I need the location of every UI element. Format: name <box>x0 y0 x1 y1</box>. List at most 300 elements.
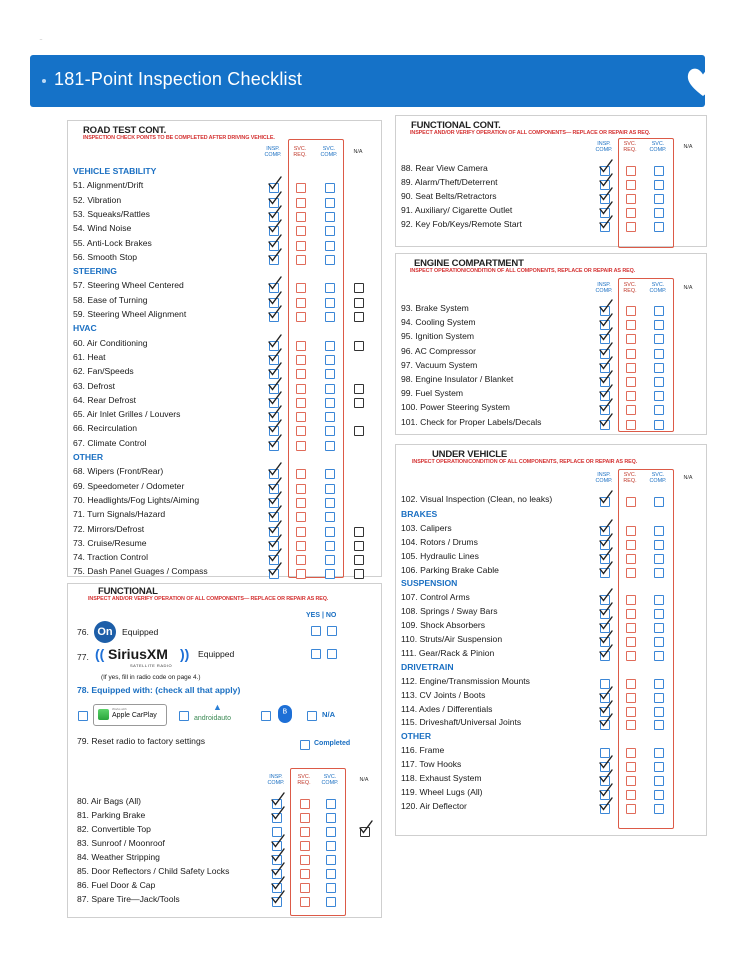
checklist-item-label: 120. Air Deflector <box>401 800 467 811</box>
checklist-item-label: 81. Parking Brake <box>77 810 146 820</box>
checkmark-icon <box>599 343 613 357</box>
item-76-text: Equipped <box>122 627 159 637</box>
svc-comp-checkbox[interactable] <box>325 226 335 236</box>
svc-req-checkbox[interactable] <box>626 707 636 717</box>
svc-comp-checkbox[interactable] <box>654 208 664 218</box>
apple-carplay-badge <box>93 704 167 726</box>
section-subtitle: INSPECT OPERATION/CONDITION OF ALL COMPONENTS, REPLACE OR REPAIR AS REQ. <box>412 459 638 465</box>
siriusxm-left-waves: (( <box>95 646 105 662</box>
col-header-line: SVC. <box>651 141 665 147</box>
svc-req-checkbox[interactable] <box>626 334 636 344</box>
col-header-line: COMP. <box>595 288 613 294</box>
svc-comp-checkbox[interactable] <box>325 255 335 265</box>
svc-req-checkbox[interactable] <box>626 554 636 564</box>
col-header-na: N/A <box>353 149 363 155</box>
col-header-svc-req <box>290 146 310 158</box>
svc-comp-checkbox[interactable] <box>654 776 664 786</box>
svc-req-checkbox[interactable] <box>626 720 636 730</box>
siriusxm-no-checkbox[interactable] <box>327 649 337 659</box>
functional-section <box>67 583 382 918</box>
svc-req-checkbox[interactable] <box>296 183 306 193</box>
svc-comp-checkbox[interactable] <box>654 405 664 415</box>
checklist-item-label: 105. Hydraulic Lines <box>401 550 479 561</box>
na-checkbox[interactable] <box>354 541 364 551</box>
svc-req-checkbox[interactable] <box>300 883 310 893</box>
carplay-checkbox[interactable] <box>78 711 88 721</box>
svc-req-checkbox[interactable] <box>626 306 636 316</box>
checklist-item-label: 55. Anti-Lock Brakes <box>73 237 152 248</box>
svc-comp-checkbox[interactable] <box>325 384 335 394</box>
checklist-item-label: 107. Control Arms <box>401 592 470 603</box>
road-test-section <box>67 120 382 577</box>
siriusxm-yes-checkbox[interactable] <box>311 649 321 659</box>
col-header-na: N/A <box>683 285 693 291</box>
svc-req-checkbox[interactable] <box>296 312 306 322</box>
checkmark-icon <box>599 328 613 342</box>
svc-comp-checkbox[interactable] <box>654 651 664 661</box>
svc-comp-checkbox[interactable] <box>326 799 336 809</box>
svc-comp-checkbox[interactable] <box>654 554 664 564</box>
checkmark-icon <box>268 420 282 434</box>
radio-code-note: (If yes, fill in radio code on page 4.) <box>101 674 201 681</box>
checklist-item-label: 91. Auxiliary/ Cigarette Outlet <box>401 205 513 215</box>
svc-comp-checkbox[interactable] <box>654 334 664 344</box>
checkmark-icon <box>599 160 613 174</box>
svc-comp-checkbox[interactable] <box>654 420 664 430</box>
checklist-item-label: 64. Rear Defrost <box>73 394 137 405</box>
checklist-item-label: 72. Mirrors/Defrost <box>73 523 145 534</box>
functional-cont-section <box>395 115 707 247</box>
svc-req-checkbox[interactable] <box>300 827 310 837</box>
svc-req-checkbox[interactable] <box>626 349 636 359</box>
checkmark-icon <box>268 463 282 477</box>
checkmark-icon <box>599 714 613 728</box>
svc-comp-checkbox[interactable] <box>326 841 336 851</box>
svc-req-checkbox[interactable] <box>300 869 310 879</box>
svc-req-checkbox[interactable] <box>300 813 310 823</box>
svc-comp-checkbox[interactable] <box>654 377 664 387</box>
svc-comp-checkbox[interactable] <box>654 391 664 401</box>
svc-req-checkbox[interactable] <box>296 369 306 379</box>
android-auto-text: androidauto <box>194 715 231 722</box>
svc-req-checkbox[interactable] <box>626 651 636 661</box>
svc-req-checkbox[interactable] <box>626 609 636 619</box>
checkmark-icon <box>271 877 285 891</box>
svc-req-checkbox[interactable] <box>296 484 306 494</box>
svc-req-checkbox[interactable] <box>626 166 636 176</box>
checkmark-icon <box>268 206 282 220</box>
svc-req-checkbox[interactable] <box>626 180 636 190</box>
svc-comp-checkbox[interactable] <box>654 720 664 730</box>
checkmark-icon <box>268 563 282 577</box>
col-header-line: COMP. <box>649 288 667 294</box>
svc-comp-checkbox[interactable] <box>325 341 335 351</box>
na-checkbox[interactable] <box>354 398 364 408</box>
checklist-item-label: 68. Wipers (Front/Rear) <box>73 466 164 477</box>
svc-req-checkbox[interactable] <box>626 405 636 415</box>
checklist-item-label: 93. Brake System <box>401 303 469 313</box>
na-checkbox[interactable] <box>354 555 364 565</box>
onstar-logo: On <box>94 621 116 643</box>
svc-comp-checkbox[interactable] <box>326 827 336 837</box>
svc-comp-checkbox[interactable] <box>325 555 335 565</box>
na-label: N/A <box>322 710 336 719</box>
col-header-line: SVC. <box>293 146 307 152</box>
checkmark-icon <box>599 491 613 505</box>
category-heading: HVAC <box>73 323 97 334</box>
svc-comp-checkbox[interactable] <box>325 426 335 436</box>
svc-comp-checkbox[interactable] <box>654 804 664 814</box>
svc-comp-checkbox[interactable] <box>325 527 335 537</box>
svc-comp-checkbox[interactable] <box>326 813 336 823</box>
checkmark-icon <box>271 891 285 905</box>
checkmark-icon <box>599 631 613 645</box>
android-auto-checkbox[interactable] <box>179 711 189 721</box>
col-header-line: REQ. <box>623 478 637 484</box>
svc-req-checkbox[interactable] <box>300 799 310 809</box>
svc-comp-checkbox[interactable] <box>325 241 335 251</box>
svc-req-checkbox[interactable] <box>296 255 306 265</box>
svc-req-checkbox[interactable] <box>296 355 306 365</box>
page-title: 181-Point Inspection Checklist <box>54 69 303 89</box>
bluetooth-checkbox[interactable] <box>261 711 271 721</box>
svc-comp-checkbox[interactable] <box>325 298 335 308</box>
col-header-line: COMP. <box>595 478 613 484</box>
svc-comp-checkbox[interactable] <box>326 869 336 879</box>
checkmark-icon <box>599 701 613 715</box>
checkmark-icon <box>268 306 282 320</box>
svc-req-checkbox[interactable] <box>626 526 636 536</box>
svc-req-checkbox[interactable] <box>626 208 636 218</box>
checkmark-icon <box>359 821 373 835</box>
checkmark-icon <box>268 220 282 234</box>
checklist-item-label: 57. Steering Wheel Centered <box>73 280 184 291</box>
onstar-yes-checkbox[interactable] <box>311 626 321 636</box>
col-header-line: SVC. <box>651 472 665 478</box>
checkmark-icon <box>599 770 613 784</box>
checklist-item-label: 53. Squeaks/Rattles <box>73 208 150 219</box>
svc-comp-checkbox[interactable] <box>654 166 664 176</box>
svc-comp-checkbox[interactable] <box>654 526 664 536</box>
category-heading: DRIVETRAIN <box>401 661 454 672</box>
checklist-item-label: 109. Shock Absorbers <box>401 620 486 631</box>
svc-req-checkbox[interactable] <box>300 897 310 907</box>
svc-comp-checkbox[interactable] <box>654 748 664 758</box>
col-header-line: INSP. <box>597 141 611 147</box>
svc-req-checkbox[interactable] <box>296 398 306 408</box>
col-header-insp-comp <box>263 146 283 158</box>
svc-req-checkbox[interactable] <box>626 762 636 772</box>
svc-comp-checkbox[interactable] <box>325 469 335 479</box>
section-title: UNDER VEHICLE <box>432 449 507 460</box>
svc-req-checkbox[interactable] <box>626 363 636 373</box>
col-header-line: COMP. <box>264 152 282 158</box>
svc-comp-checkbox[interactable] <box>654 180 664 190</box>
svc-comp-checkbox[interactable] <box>654 497 664 507</box>
svc-req-checkbox[interactable] <box>626 377 636 387</box>
checkmark-icon <box>268 192 282 206</box>
col-header-line: REQ. <box>293 152 307 158</box>
col-header-na: N/A <box>359 777 369 783</box>
na-checkbox[interactable] <box>354 312 364 322</box>
checklist-item-label: 102. Visual Inspection (Clean, no leaks) <box>401 494 553 504</box>
checklist-item-label: 75. Dash Panel Guages / Compass <box>73 566 208 577</box>
checkmark-icon <box>268 492 282 506</box>
svc-req-checkbox[interactable] <box>626 497 636 507</box>
svc-comp-checkbox[interactable] <box>654 609 664 619</box>
svc-req-checkbox[interactable] <box>296 198 306 208</box>
svc-comp-checkbox[interactable] <box>654 320 664 330</box>
svc-comp-checkbox[interactable] <box>654 679 664 689</box>
checklist-item-label: 63. Defrost <box>73 380 116 391</box>
col-header-line: SVC. <box>323 774 337 780</box>
svc-req-checkbox[interactable] <box>296 341 306 351</box>
svc-comp-checkbox[interactable] <box>654 762 664 772</box>
svc-req-checkbox[interactable] <box>296 498 306 508</box>
checkmark-icon <box>599 589 613 603</box>
onstar-no-checkbox[interactable] <box>327 626 337 636</box>
col-header-line: REQ. <box>623 288 637 294</box>
svc-columns-frame <box>290 768 346 916</box>
col-header-na: N/A <box>683 475 693 481</box>
checklist-item-label: 80. Air Bags (All) <box>77 796 141 806</box>
section-subtitle: INSPECTION CHECK POINTS TO BE COMPLETED AFTER DRIVING VEHICLE. <box>83 135 275 141</box>
checkmark-icon <box>599 216 613 230</box>
checklist-item-label: 99. Fuel System <box>401 388 464 399</box>
svc-req-checkbox[interactable] <box>626 679 636 689</box>
checkmark-icon <box>271 807 285 821</box>
col-header-line: INSP. <box>269 774 283 780</box>
checkmark-icon <box>271 835 285 849</box>
svc-comp-checkbox[interactable] <box>654 568 664 578</box>
svc-comp-checkbox[interactable] <box>325 212 335 222</box>
category-heading: BRAKES <box>401 508 438 519</box>
svc-comp-checkbox[interactable] <box>325 355 335 365</box>
checklist-item-label: 92. Key Fob/Keys/Remote Start <box>401 219 522 229</box>
col-header-svc-req <box>620 282 640 294</box>
checklist-item-label: 95. Ignition System <box>401 331 475 342</box>
checklist-item-label: 110. Struts/Air Suspension <box>401 634 503 644</box>
svc-comp-checkbox[interactable] <box>654 707 664 717</box>
svc-req-checkbox[interactable] <box>300 855 310 865</box>
checklist-item-label: 62. Fan/Speeds <box>73 366 134 377</box>
checkmark-icon <box>599 617 613 631</box>
reset-radio-checkbox[interactable] <box>300 740 310 750</box>
svc-comp-checkbox[interactable] <box>654 623 664 633</box>
carplay-icon <box>98 709 109 720</box>
category-heading: OTHER <box>73 452 104 462</box>
checklist-item-label: 86. Fuel Door & Cap <box>77 880 156 890</box>
checklist-item-label: 54. Wind Noise <box>73 223 132 234</box>
checklist-item-label: 60. Air Conditioning <box>73 337 148 348</box>
checkmark-icon <box>268 378 282 392</box>
svc-comp-checkbox[interactable] <box>325 369 335 379</box>
svc-comp-checkbox[interactable] <box>325 484 335 494</box>
checklist-item-label: 56. Smooth Stop <box>73 251 138 262</box>
category-heading: STEERING <box>73 266 117 277</box>
svc-req-checkbox[interactable] <box>626 623 636 633</box>
svc-req-checkbox[interactable] <box>626 776 636 786</box>
svc-req-checkbox[interactable] <box>296 226 306 236</box>
section-subtitle: INSPECT AND/OR VERIFY OPERATION OF ALL COMPONENTS— REPLACE OR REPAIR AS REQ. <box>410 130 651 136</box>
svc-comp-checkbox[interactable] <box>654 637 664 647</box>
svc-req-checkbox[interactable] <box>626 595 636 605</box>
svc-req-checkbox[interactable] <box>300 841 310 851</box>
svc-comp-checkbox[interactable] <box>326 855 336 865</box>
checklist-item-label: 83. Sunroof / Moonroof <box>77 838 165 848</box>
svc-comp-checkbox[interactable] <box>325 198 335 208</box>
item-78-label: 78. Equipped with: (check all that apply) <box>77 685 241 695</box>
svc-comp-checkbox[interactable] <box>654 790 664 800</box>
section-subtitle: INSPECT AND/OR VERIFY OPERATION OF ALL COMPONENTS— REPLACE OR REPAIR AS REQ. <box>88 596 329 602</box>
svc-req-checkbox[interactable] <box>296 241 306 251</box>
svc-req-checkbox[interactable] <box>296 527 306 537</box>
svc-req-checkbox[interactable] <box>296 555 306 565</box>
checkmark-icon <box>268 292 282 306</box>
checkmark-icon <box>268 392 282 406</box>
svc-req-checkbox[interactable] <box>296 426 306 436</box>
svc-comp-checkbox[interactable] <box>326 897 336 907</box>
svc-comp-checkbox[interactable] <box>654 194 664 204</box>
svc-req-checkbox[interactable] <box>626 391 636 401</box>
section-title: ENGINE COMPARTMENT <box>414 258 524 269</box>
checkmark-icon <box>268 521 282 535</box>
checklist-item-label: 74. Traction Control <box>73 552 148 563</box>
svc-req-checkbox[interactable] <box>626 748 636 758</box>
checkmark-icon <box>599 414 613 428</box>
scan-mark: ‾ <box>40 40 42 46</box>
na-checkbox[interactable] <box>354 384 364 394</box>
checkmark-icon <box>268 406 282 420</box>
checklist-item-label: 89. Alarm/Theft/Deterrent <box>401 177 498 187</box>
svc-comp-checkbox[interactable] <box>325 541 335 551</box>
svc-req-checkbox[interactable] <box>296 512 306 522</box>
na-checkbox[interactable] <box>354 283 364 293</box>
svc-req-checkbox[interactable] <box>626 790 636 800</box>
svc-comp-checkbox[interactable] <box>325 569 335 579</box>
col-header-line: INSP. <box>597 472 611 478</box>
section-subtitle: INSPECT OPERATION/CONDITION OF ALL COMPONENTS, REPLACE OR REPAIR AS REQ. <box>410 268 636 274</box>
svc-req-checkbox[interactable] <box>626 320 636 330</box>
carplay-text: Apple CarPlay <box>112 712 157 719</box>
svc-comp-checkbox[interactable] <box>325 412 335 422</box>
col-header-line: SVC. <box>623 141 637 147</box>
col-header-svc-comp <box>319 146 339 158</box>
svc-comp-checkbox[interactable] <box>325 498 335 508</box>
item-79-label: 79. Reset radio to factory settings <box>77 736 206 746</box>
svc-req-checkbox[interactable] <box>626 693 636 703</box>
svc-comp-checkbox[interactable] <box>654 595 664 605</box>
svc-comp-checkbox[interactable] <box>325 183 335 193</box>
col-header-insp-comp <box>266 774 286 786</box>
svc-req-checkbox[interactable] <box>626 194 636 204</box>
checkmark-icon <box>599 202 613 216</box>
svc-comp-checkbox[interactable] <box>654 363 664 373</box>
carplay-small-text: Works with <box>112 707 127 711</box>
col-header-insp-comp <box>594 282 614 294</box>
col-header-line: REQ. <box>297 780 311 786</box>
col-header-line: SVC. <box>651 282 665 288</box>
na-checkbox[interactable] <box>354 426 364 436</box>
svc-req-checkbox[interactable] <box>296 283 306 293</box>
checklist-item-label: 108. Springs / Sway Bars <box>401 606 498 617</box>
na-checkbox[interactable] <box>354 298 364 308</box>
na-checkbox[interactable] <box>354 527 364 537</box>
checklist-item-label: 101. Check for Proper Labels/Decals <box>401 416 542 427</box>
col-header-line: COMP. <box>321 780 339 786</box>
svc-req-checkbox[interactable] <box>626 222 636 232</box>
na-checkbox[interactable] <box>354 569 364 579</box>
svc-comp-checkbox[interactable] <box>326 883 336 893</box>
checklist-item-label: 103. Calipers <box>401 522 452 533</box>
svc-comp-checkbox[interactable] <box>654 540 664 550</box>
checklist-item-label: 85. Door Reflectors / Child Safety Locks <box>77 866 230 876</box>
checklist-item-label: 100. Power Steering System <box>401 402 510 413</box>
svc-comp-checkbox[interactable] <box>654 222 664 232</box>
checkmark-icon <box>268 235 282 249</box>
checkmark-icon <box>599 603 613 617</box>
checklist-item-label: 116. Frame <box>401 745 445 756</box>
svc-req-checkbox[interactable] <box>296 441 306 451</box>
svc-req-checkbox[interactable] <box>626 804 636 814</box>
svc-columns-frame <box>618 469 674 829</box>
svc-req-checkbox[interactable] <box>296 298 306 308</box>
svc-comp-checkbox[interactable] <box>325 312 335 322</box>
svc-req-checkbox[interactable] <box>626 420 636 430</box>
checkmark-icon <box>599 534 613 548</box>
svc-req-checkbox[interactable] <box>626 568 636 578</box>
col-header-line: SVC. <box>297 774 311 780</box>
checklist-item-label: 90. Seat Belts/Retractors <box>401 191 497 201</box>
col-header-svc-comp <box>648 472 668 484</box>
svc-req-checkbox[interactable] <box>296 384 306 394</box>
svc-req-checkbox[interactable] <box>296 469 306 479</box>
checklist-item-label: 115. Driveshaft/Universal Joints <box>401 717 522 728</box>
na-checkbox[interactable] <box>354 341 364 351</box>
checkmark-icon <box>271 793 285 807</box>
svc-req-checkbox[interactable] <box>626 637 636 647</box>
checklist-item-label: 70. Headlights/Fog Lights/Aiming <box>73 494 200 505</box>
checkmark-icon <box>268 478 282 492</box>
svc-comp-checkbox[interactable] <box>325 512 335 522</box>
svc-comp-checkbox[interactable] <box>325 283 335 293</box>
checkmark-icon <box>268 549 282 563</box>
svc-req-checkbox[interactable] <box>296 541 306 551</box>
svc-comp-checkbox[interactable] <box>654 693 664 703</box>
col-header-svc-req <box>620 141 640 153</box>
svc-req-checkbox[interactable] <box>296 212 306 222</box>
checkmark-icon <box>599 174 613 188</box>
item-76-number: 76. <box>77 627 89 637</box>
checkmark-icon <box>599 645 613 659</box>
checkmark-icon <box>599 300 613 314</box>
svc-comp-checkbox[interactable] <box>325 441 335 451</box>
col-header-line: SVC. <box>623 472 637 478</box>
svc-comp-checkbox[interactable] <box>654 349 664 359</box>
na-radio-checkbox[interactable] <box>307 711 317 721</box>
svc-comp-checkbox[interactable] <box>654 306 664 316</box>
checkmark-icon <box>271 849 285 863</box>
checkmark-icon <box>599 562 613 576</box>
heart-icon <box>685 65 721 99</box>
checklist-item-label: 69. Speedometer / Odometer <box>73 480 185 491</box>
col-header-svc-comp <box>648 282 668 294</box>
svc-req-checkbox[interactable] <box>296 412 306 422</box>
svc-req-checkbox[interactable] <box>296 569 306 579</box>
svc-comp-checkbox[interactable] <box>325 398 335 408</box>
svc-req-checkbox[interactable] <box>626 540 636 550</box>
col-header-line: COMP. <box>595 147 613 153</box>
